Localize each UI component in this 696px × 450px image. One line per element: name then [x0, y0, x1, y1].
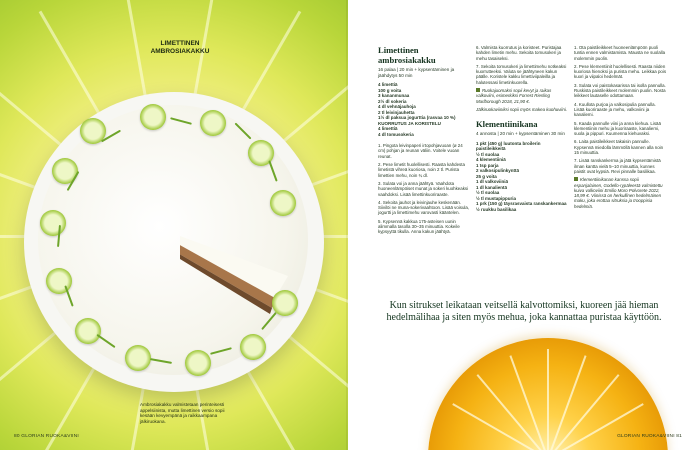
lime-slice-icon	[125, 345, 151, 371]
method-step: 2. Pese limetit huolellisesti. Raasta kahdesta limetistä vihreä kuoriosa, noin 2 tl. Purista limettien mehu, noin ¾ dl.	[378, 162, 465, 178]
method-step: 2. Pese klementiinit huolellisesti. Raasta niiden kuoriosa hienoksi ja purista mehu. Leikkaa pois kuori ja viipaloi hedelmät.	[574, 63, 667, 80]
lime-slice-icon	[270, 190, 296, 216]
wine-tip: Ruokajuomaksi sopii kevyt ja raikas valkoviini, esimerkiksi Forrest Riesling Marlborough 2018, 21,90 €.	[476, 88, 552, 104]
photo-title-caption: LIMETTINEN AMBROSIAKAKKU	[150, 40, 210, 55]
lime-slice-icon	[200, 110, 226, 136]
method-step: 6. Valmista kuorrutus ja koristeet. Puristajaa kahden limetin mehu. Sekoita tomusokeri ja mehu tasaiseksi.	[476, 45, 562, 61]
method-step: 5. Kypsennä kakkua 175-asteisen uunin alimmalla tasolla 30–35 minuuttia. Kokeile kypsyyttä tikulla. Anna kakun jäähtyä.	[378, 218, 460, 235]
method-step: 4. Kuullota purjoa ja valkosipulia pannulla. Lisää kuoriraaste ja mehu, valkoviini ja kanaliemi.	[574, 101, 656, 118]
ingredient-list: 4 limettiä 100 g voita 3 kananmunaa 2½ dl sokeria 4 dl vehnäjauhoja 2 tl leivinjauhetta 1½ dl paksua jogurttia (rasvaa 10 %) KUORRUTUS JA KORISTELU 4 limettiä 4 dl tomusokeria	[378, 82, 456, 137]
recipe-column-1	[378, 45, 470, 238]
cut-slice	[180, 236, 290, 346]
recipe-title: Limettinen ambrosiakakku	[378, 45, 436, 65]
page-folio-left: 80 GLORIAN RUOKA&VIINI	[14, 434, 79, 439]
recipe-column-3	[574, 45, 666, 212]
lime-slice-icon	[240, 334, 266, 360]
recipe-column-2	[476, 45, 568, 212]
method-step: 3. Sulata voi paistokasarissa tai isolla pannulla. Ruskista paistileikkeet molemmin puolin. Nosta leikkeet lautaselle odottamaan.	[574, 82, 666, 99]
recipe-meta-2: 4 annosta | 20 min + kypsentäminen 30 min	[476, 131, 565, 137]
method-step: 6. Laita paistileikkeet takaisin pannulle. Kypsennä miedolla lämmöllä kannen alla noin 15 minuuttia.	[574, 139, 664, 156]
recipe-meta: 16 palaa | 20 min + kypsentäminen ja jäähdytys 50 min	[378, 67, 455, 78]
page-folio-right: GLORIAN RUOKA&VIINI 81	[617, 434, 682, 439]
ingredient-list-2: 1 pkt (450 g) luutonta broilerin paistileikkeitä ½ tl suolaa 4 klementiiniä 1 tsp parja 2 valkosipulinkynttä 25 g voita 1 dl valkoviiniä 1 dl kanalientä ½ tl suolaa ½ tl mustapippuria 1 prk (150 g) täysrasvaista ranskankermaa ½ ruukku basilikaa	[476, 140, 567, 212]
right-page-text	[348, 0, 696, 450]
wine-tip-2: Jälkiruokaviiniksi sopii myös makea kuohuviini.	[476, 106, 568, 112]
method-step: 4. Sekoita jauhot ja leivinjauhe keskenään. Siivilöi ne muna-sokerivaahtoon. Lisää voisula, jogurtti ja limettimehu varovasti kääntelen.	[378, 199, 470, 216]
recipe-title-2: Klementiinikana	[476, 119, 538, 130]
lime-slice-icon	[75, 318, 101, 344]
lime-slice-icon	[40, 210, 66, 236]
method-step: 3. Sulata voi ja anna jäähtyä. Vaahdota huoneenlämpöiset munat ja sokeri kuohkeaksi vaahdoksi. Lisää limettinkuoriraaste.	[378, 180, 469, 197]
bullet-icon	[574, 177, 578, 181]
lime-slice-icon	[185, 350, 211, 376]
method-step: 1. Pingota leivinpaperi irtopohjavuoan (ø 24 cm) pohjan ja reunan väliin. Voitele vuoan reunat.	[378, 143, 463, 159]
method-step: 5. Kaada pannulle viini ja anna kiehua. Lisää klementiinin mehu ja kuoriraaste, kanaliemi, suola ja pippuri. Kuumenna kiehuvaksi.	[574, 120, 661, 137]
pull-quote: Kun sitrukset leikataan veitsellä kalvottomiksi, kuoreen jää hieman hedelmälihaa ja siten myös mehua, joka kannattaa puristaa käyttöön.	[386, 300, 662, 323]
method-step: 1. Ota paistileikkeet huoneenlämpöön puoli tuntia ennen valmistamista. Mausta ne suolalla molemmin puolin.	[574, 45, 666, 61]
lime-slice-icon	[140, 104, 166, 130]
bullet-icon	[476, 88, 480, 92]
wine-tip-3: Klementiinikanan kanssa sopii espanjalainen, Godello-rypäleestä valmistettu kuiva valkoviini Emilio Moro Polvorete 2022, 18,99 €. Viinissä on herkullinen hedelmäinen maku, joka erottaa sitruksia ja trooppisia hedelmiä.	[574, 177, 663, 209]
method-step: 7. Sekoita tomusokeri ja limettimehu notkeaksi kuorrutteeksi. Valuta se jäähtyneen kakun päälle. Koristele kakku limettiviipaleilla ja halutessasi limetinkuorella.	[476, 63, 567, 85]
photo-caption: Ambrosiakakku valmistetaan perinteisesti appelsiinista, mutta limettinen versio sopii kesään kevyempänä ja raikkaampana jälkiruokana.	[140, 402, 225, 424]
method-step: 7. Lisää ranskankerma ja jätä kypsentämistä ilman kantta vielä 5–10 minuuttia, kunnes paistit ovat kypsiä. Revi pinnalle basilikaa.	[574, 158, 661, 174]
